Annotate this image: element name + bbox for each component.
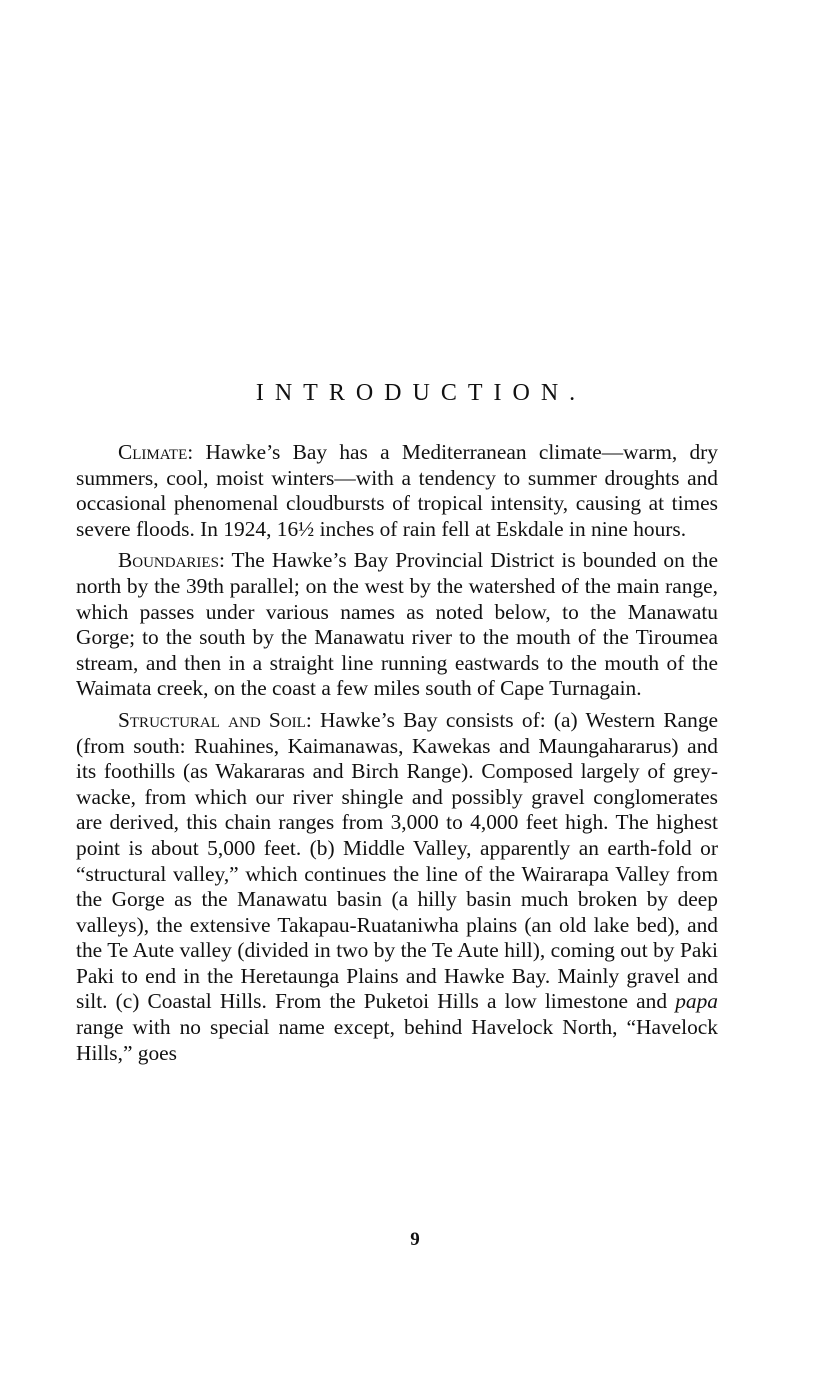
paragraph-text: Hawke’s Bay has a Mediterranean climate—warm, dry summers, cool, moist winters—with a tendency to summer droughts and occasional phenomenal cloudbursts of tropical intensity, causing at times severe floods. In 1924, 16½ inches of rain fell at Eskdale in nine hours. bbox=[76, 440, 718, 541]
paragraph-structural bbox=[76, 708, 718, 1066]
paragraph-boundaries bbox=[76, 548, 718, 702]
heading-separator: : bbox=[187, 440, 194, 464]
page-title: INTRODUCTION. bbox=[255, 380, 587, 406]
section-heading-climate: Climate bbox=[118, 440, 188, 464]
page-number: 9 bbox=[410, 1229, 420, 1250]
heading-separator: : bbox=[218, 548, 225, 573]
section-heading-structural: Structural and Soil bbox=[118, 707, 306, 732]
italic-term: papa bbox=[675, 989, 718, 1014]
paragraph-text: Hawke’s Bay consists of: (a) Western Range (from south: Ruahines, Kaimanawas, Kawekas and Maungahararus) and its foothills (as Wakararas and Birch Range). Composed largely of grey-wacke, from which our river shingle and possibly gravel conglomerates are derived, this chain ranges from 3,000 to 4,000 feet high. The highest point is about 5,000 feet. (b) Middle Valley, apparently an earth-fold or “structural valley,” which continues the line of the Wairarapa Valley from the Gorge as the Manawatu basin (a hilly basin much broken by deep valleys), the extensive Takapau-Ruataniwha plains (an old lake bed), and the Te Aute valley (divided in two by the Te Aute hill), coming out by Paki Paki to end in the Heretaunga Plains and Hawke Bay. Mainly gravel and silt. (c) Coastal Hills. From the Puketoi Hills a low limestone and bbox=[76, 707, 719, 1014]
section-heading-boundaries: Boundaries bbox=[118, 548, 219, 573]
body-text bbox=[76, 440, 718, 1072]
paragraph-text: The Hawke’s Bay Provincial District is bounded on the north by the 39th parallel; on the west by the watershed of the main range, which passes under various names as noted below, to the Manawatu Gorge; to the south by the Manawatu river to the mouth of the Tiroumea stream, and then in a straight line running eastwards to the mouth of the Waimata creek, on the coast a few miles south of Cape Turnagain. bbox=[76, 548, 718, 701]
heading-separator: : bbox=[305, 707, 312, 732]
paragraph-text: range with no special name except, behind Havelock North, “Havelock Hills,” goes bbox=[76, 1015, 718, 1065]
paragraph-climate bbox=[76, 440, 718, 542]
